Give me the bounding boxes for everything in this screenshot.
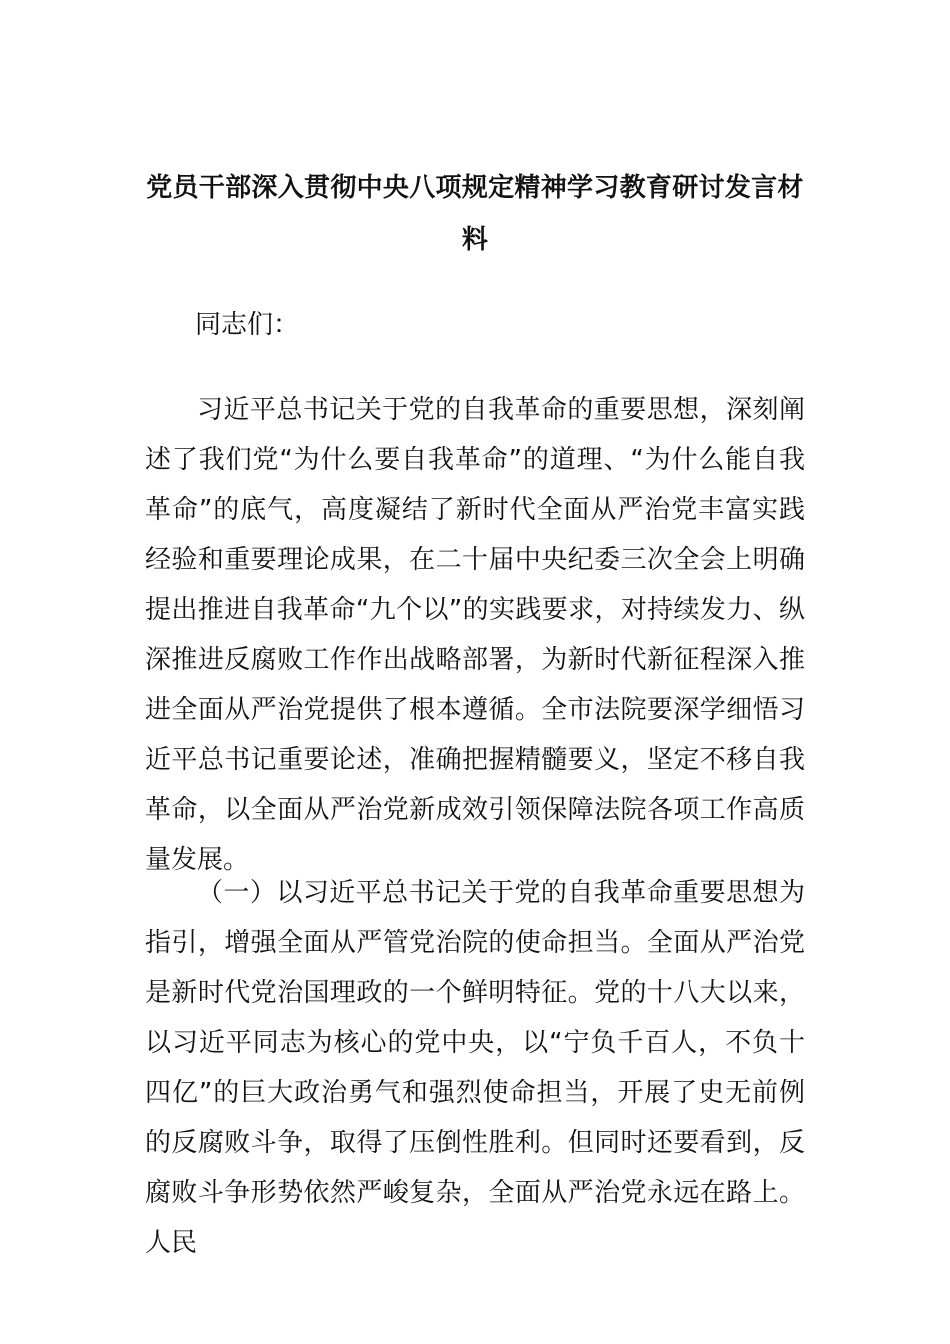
- paragraph-section-one: （一）以习近平总书记关于党的自我革命重要思想为指引，增强全面从严管党治院的使命担当。全面从严治党是新时代党治国理政的一个鲜明特征。党的十八大以来，以习近平同志为核心的党中央，以“宁负千百人，不负十四亿”的巨大政治勇气和强烈使命担当，开展了史无前例的反腐败斗争，取得了压倒性胜利。但同时还要看到，反腐败斗争形势依然严峻复杂，全面从严治党永远在路上。人民: [145, 878, 805, 1258]
- paragraph-intro: 习近平总书记关于党的自我革命的重要思想，深刻阐述了我们党“为什么要自我革命”的道理、“为什么能自我革命”的底气，高度凝结了新时代全面从严治党丰富实践经验和重要理论成果，在二十届中央纪委三次全会上明确提出推进自我革命“九个以”的实践要求，对持续发力、纵深推进反腐败工作作出战略部署，为新时代新征程深入推进全面从严治党提供了根本遵循。全市法院要深学细悟习近平总书记重要论述，准确把握精髓要义，坚定不移自我革命，以全面从严治党新成效引领保障法院各项工作高质量发展。: [145, 395, 805, 875]
- document-title: 党员干部深入贯彻中央八项规定精神学习教育研讨发言材料: [146, 173, 804, 255]
- salutation: 同志们：: [195, 310, 300, 340]
